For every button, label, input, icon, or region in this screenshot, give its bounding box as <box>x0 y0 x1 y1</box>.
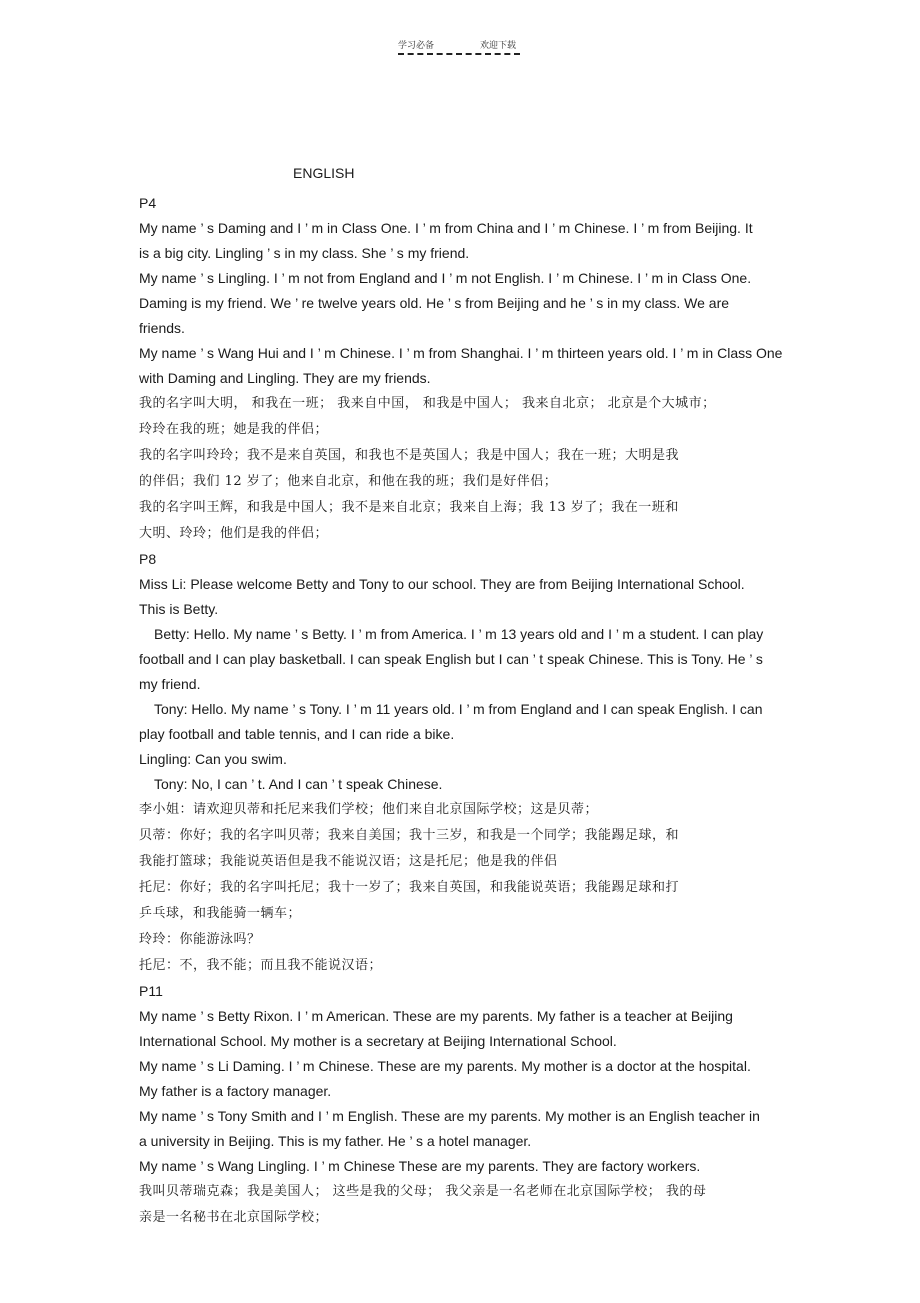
chinese-translation-line: 托尼：你好；我的名字叫托尼；我十一岁了；我来自英国，和我能说英语；我能踢足球和打 <box>139 880 680 895</box>
chinese-translation-line: 玲玲在我的班；她是我的伴侣； <box>139 422 329 437</box>
english-text-line: My name ’ s Wang Hui and I ’ m Chinese. I ’ m from Shanghai. I ’ m thirteen years old. I ’ m in Class One <box>139 345 783 361</box>
document-body <box>139 190 917 1232</box>
section-label: P11 <box>139 983 163 999</box>
english-text-line: My name ’ s Tony Smith and I ’ m English. These are my parents. My mother is an English teacher in <box>139 1108 760 1124</box>
english-text-line: Miss Li: Please welcome Betty and Tony to our school. They are from Beijing International School. <box>139 576 745 592</box>
chinese-translation-line: 玲玲：你能游泳吗？ <box>139 932 261 947</box>
header-right-text: 欢迎下载 <box>480 41 517 51</box>
chinese-translation-line: 乒乓球，和我能骑一辆车； <box>139 906 302 921</box>
english-text-line: Daming is my friend. We ’ re twelve years old. He ’ s from Beijing and he ’ s in my class. We are <box>139 295 730 311</box>
english-text-line: Lingling: Can you swim. <box>139 751 287 767</box>
english-text-line: My name ’ s Wang Lingling. I ’ m Chinese These are my parents. They are factory workers. <box>139 1158 701 1174</box>
english-text-line: My name ’ s Li Daming. I ’ m Chinese. These are my parents. My mother is a doctor at the hospital. <box>139 1058 751 1074</box>
english-text-line: friends. <box>139 320 185 336</box>
english-text-line: My father is a factory manager. <box>139 1083 332 1099</box>
chinese-translation-line: 李小姐：请欢迎贝蒂和托尼来我们学校；他们来自北京国际学校；这是贝蒂； <box>139 802 599 817</box>
english-text-line: my friend. <box>139 676 201 692</box>
english-text-line: My name ’ s Daming and I ’ m in Class One. I ’ m from China and I ’ m Chinese. I ’ m from Beijing. It <box>139 220 753 236</box>
chinese-translation-line: 我的名字叫王辉，和我是中国人；我不是来自北京；我来自上海；我 13 岁了；我在一班和 <box>139 500 679 515</box>
english-text-line: This is Betty. <box>139 601 219 617</box>
header-left-text: 学习必备 <box>398 41 435 51</box>
english-text-line: is a big city. Lingling ’ s in my class. She ’ s my friend. <box>139 245 470 261</box>
chinese-translation-line: 我的名字叫玲玲；我不是来自英国，和我也不是英国人；我是中国人；我在一班；大明是我 <box>139 448 680 463</box>
english-text-line: with Daming and Lingling. They are my friends. <box>139 370 431 386</box>
dialogue-line: Betty: Hello. My name ’ s Betty. I ’ m from America. I ’ m 13 years old and I ’ m a student. I can play <box>154 626 764 642</box>
document-title: ENGLISH <box>293 165 355 181</box>
chinese-translation-line: 我叫贝蒂瑞克森；我是美国人； 这些是我的父母； 我父亲是一名老师在北京国际学校； 我的母 <box>139 1184 707 1199</box>
section-label: P8 <box>139 551 157 567</box>
english-text-line: My name ’ s Betty Rixon. I ’ m American. These are my parents. My father is a teacher at Beijing <box>139 1008 733 1024</box>
english-text-line: My name ’ s Lingling. I ’ m not from England and I ’ m not English. I ’ m Chinese. I ’ m in Class One. <box>139 270 752 286</box>
header-divider <box>398 53 520 55</box>
chinese-translation-line: 我能打篮球；我能说英语但是我不能说汉语；这是托尼；他是我的伴侣 <box>139 854 558 869</box>
chinese-translation-line: 大明、玲玲；他们是我的伴侣； <box>139 526 329 541</box>
chinese-translation-line: 托尼：不，我不能；而且我不能说汉语； <box>139 958 383 973</box>
dialogue-line: Tony: No, I can ’ t. And I can ’ t speak Chinese. <box>154 776 443 792</box>
chinese-translation-line: 的伴侣；我们 12 岁了；他来自北京，和他在我的班；我们是好伴侣； <box>139 474 558 489</box>
section-label: P4 <box>139 195 157 211</box>
english-text-line: International School. My mother is a secretary at Beijing International School. <box>139 1033 617 1049</box>
chinese-translation-line: 贝蒂：你好；我的名字叫贝蒂；我来自美国；我十三岁，和我是一个同学；我能踢足球，和 <box>139 828 680 843</box>
english-text-line: a university in Beijing. This is my father. He ’ s a hotel manager. <box>139 1133 532 1149</box>
english-text-line: football and I can play basketball. I can speak English but I can ’ t speak Chinese. This is Tony. He ’ s <box>139 651 763 667</box>
dialogue-line: Tony: Hello. My name ’ s Tony. I ’ m 11 years old. I ’ m from England and I can speak English. I can <box>154 701 763 717</box>
english-text-line: play football and table tennis, and I can ride a bike. <box>139 726 455 742</box>
chinese-translation-line: 亲是一名秘书在北京国际学校； <box>139 1210 329 1225</box>
chinese-translation-line: 我的名字叫大明， 和我在一班； 我来自中国， 和我是中国人； 我来自北京； 北京是个大城市； <box>139 396 716 411</box>
